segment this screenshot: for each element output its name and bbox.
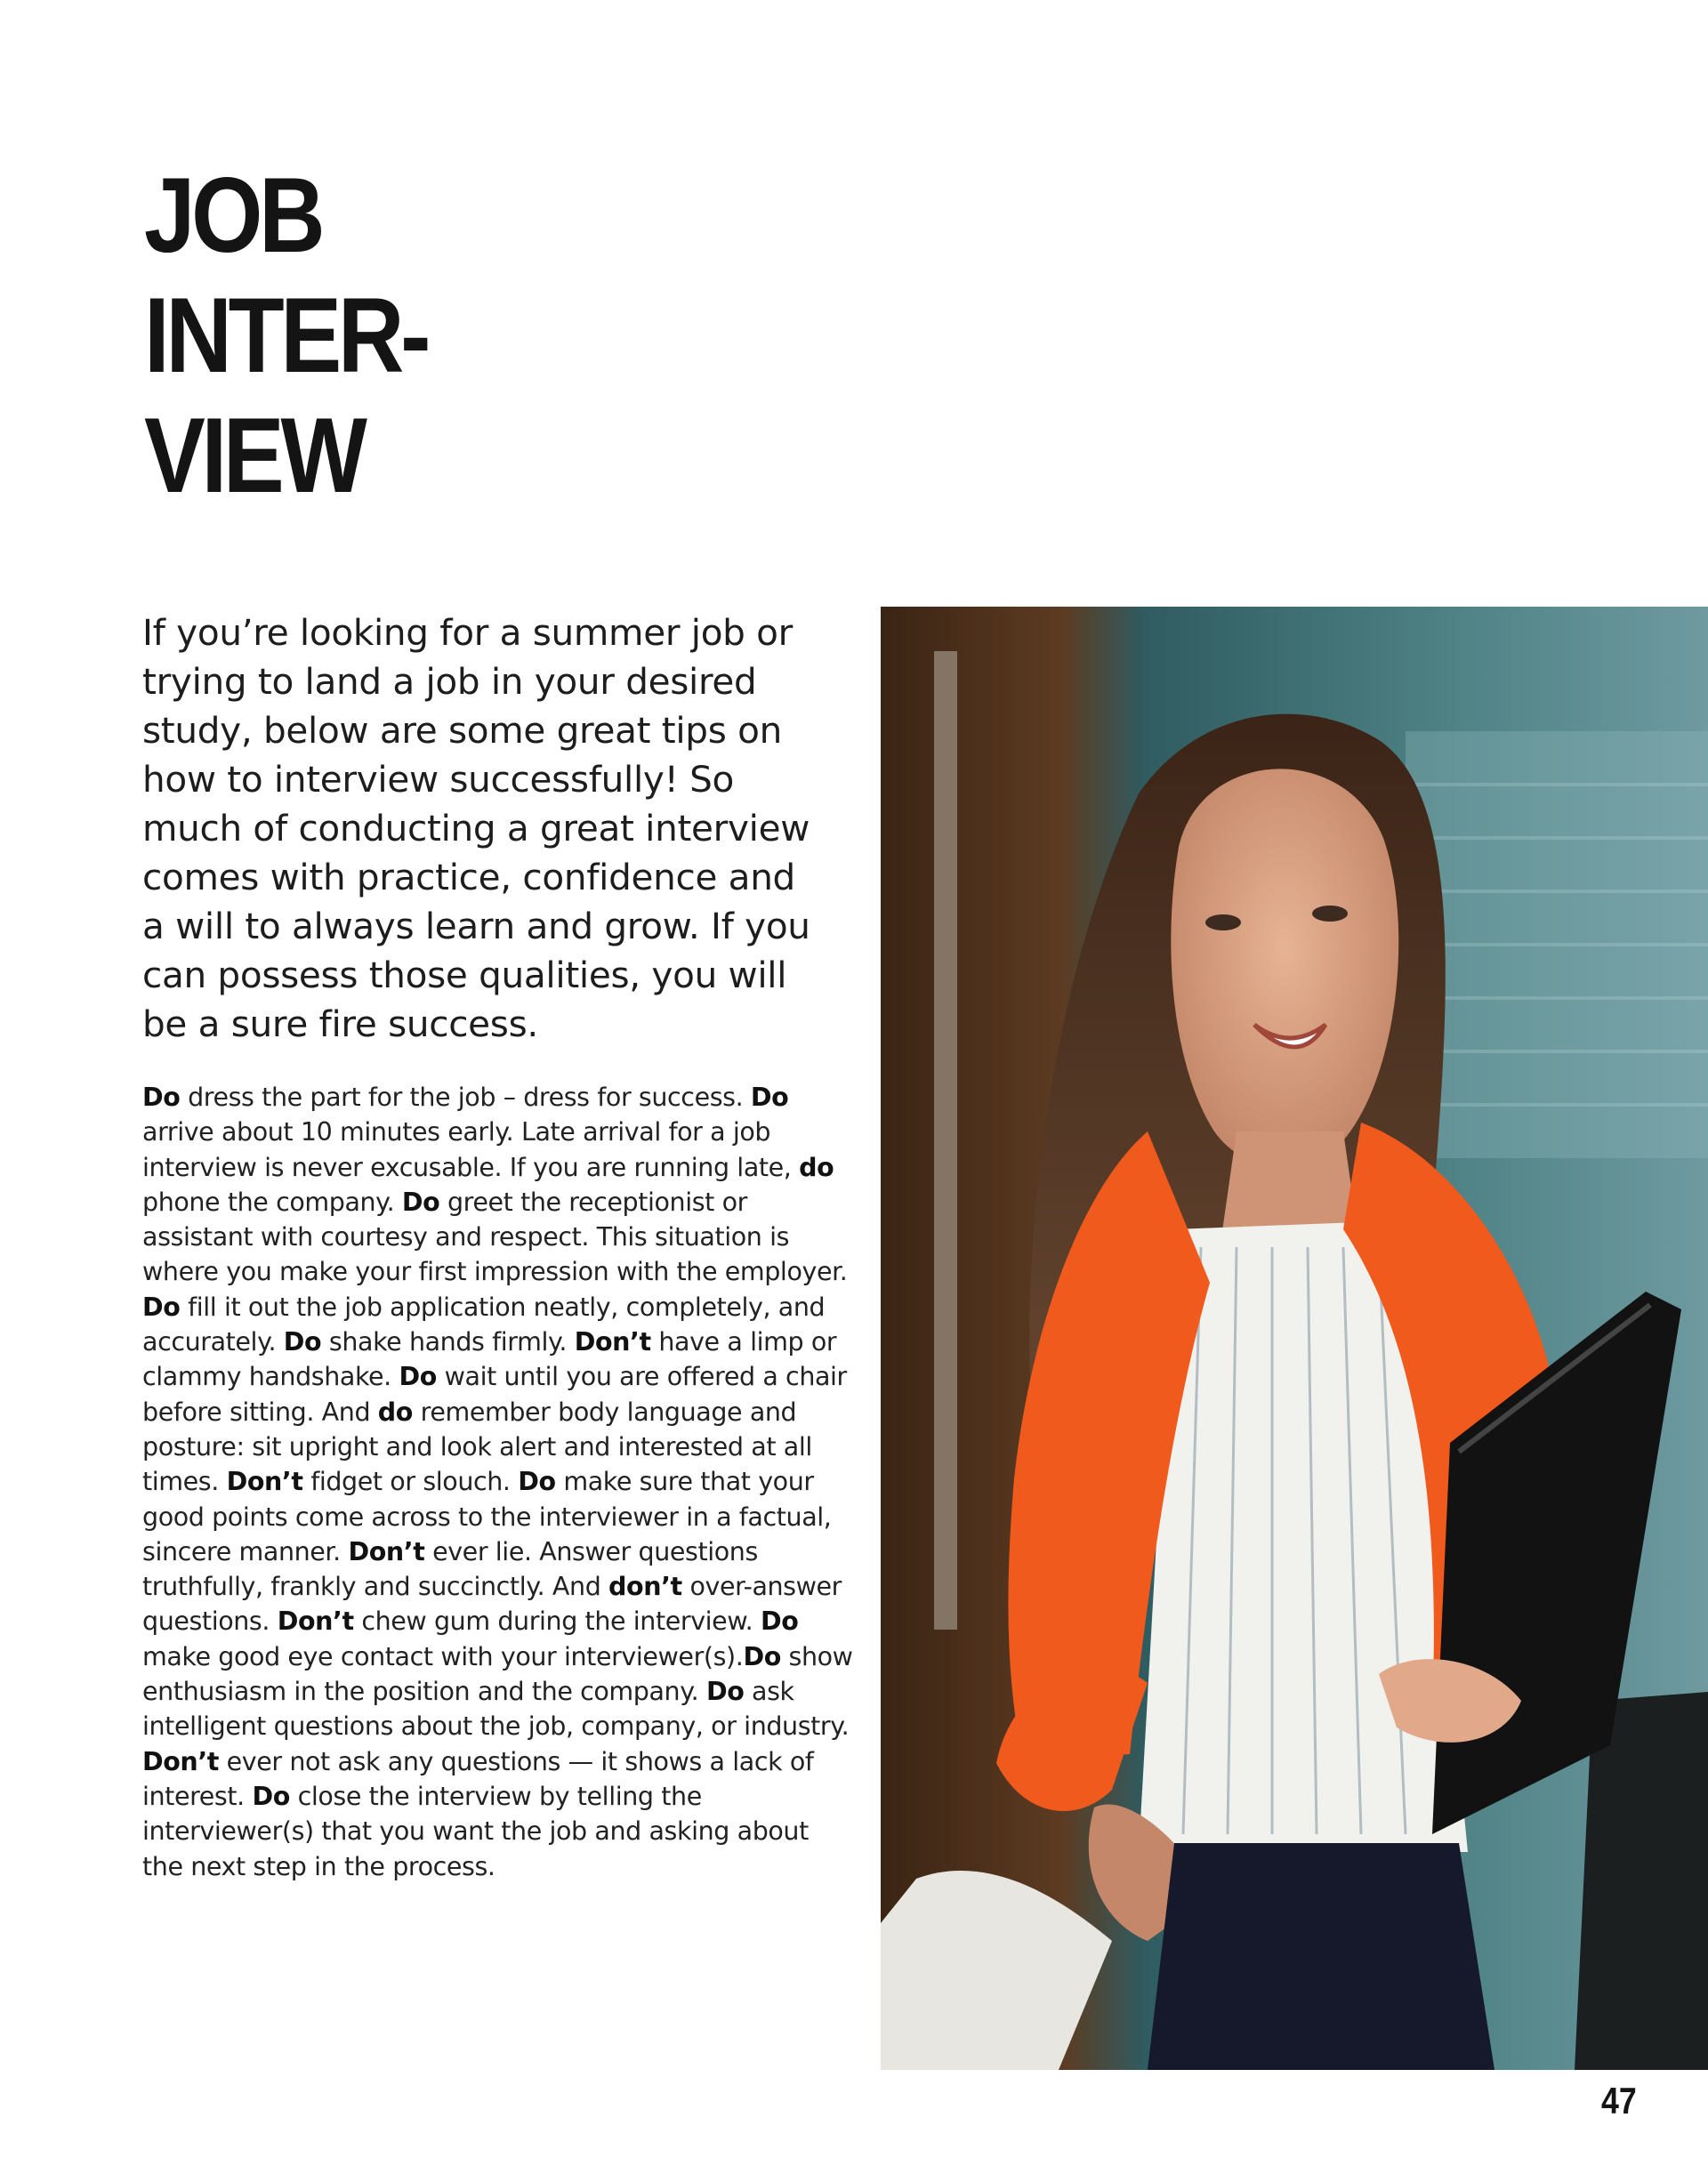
tip-keyword: Do (283, 1327, 322, 1357)
intro-line: be a sure fire success. (142, 1002, 538, 1045)
tip-text: dress the part for the job – dress for success. (180, 1083, 751, 1112)
tip-keyword: Do (743, 1641, 781, 1671)
tip-text: phone the company. (142, 1187, 402, 1217)
intro-line: If you’re looking for a summer job or (142, 611, 793, 654)
tip-text: over-answer questions. (142, 1572, 842, 1637)
intro-line: a will to always learn and grow. If you (142, 905, 810, 947)
intro-line: study, below are some great tips on (142, 709, 782, 752)
tip-text: chew gum during the interview. (353, 1606, 761, 1637)
tip-text: greet the receptionist or assistant with courtesy and respect. This situation is where you make your first impression with the employer. (142, 1187, 848, 1287)
tip-text: ever lie. Answer questions truthfully, frankly and succinctly. And (142, 1536, 758, 1602)
tip-keyword: Do (750, 1083, 789, 1112)
tip-text: arrive about 10 minutes early. Late arrival for a job interview is never excusable. If you are running late, (142, 1117, 800, 1182)
page-title (144, 156, 573, 516)
tip-keyword: Do (518, 1467, 556, 1497)
tip-keyword: Do (252, 1781, 290, 1811)
tip-text: ask intelligent questions about the job, company, or industry. (142, 1677, 850, 1742)
interview-photo (881, 607, 1708, 2070)
tip-keyword: Don’t (348, 1536, 425, 1566)
tip-text: remember body language and posture: sit upright and look alert and interested at all times. (142, 1397, 812, 1497)
title-line-1: JOB (144, 156, 322, 275)
tip-keyword: Don’t (226, 1467, 303, 1497)
tip-keyword: do (377, 1397, 413, 1427)
intro-line: trying to land a job in your desired (142, 660, 757, 703)
tip-keyword: Do (399, 1362, 437, 1392)
tips-paragraph (142, 1080, 854, 1884)
tip-text: wait until you are offered a chair before sitting. And (142, 1362, 847, 1427)
intro-line: much of conducting a great interview (142, 807, 810, 849)
tip-text: make sure that your good points come across to the interviewer in a factual, sincere manner. (142, 1467, 832, 1566)
tip-text: shake hands firmly. (321, 1327, 575, 1357)
title-line-2: INTER- (144, 276, 428, 395)
tip-text: close the interview by telling the interviewer(s) that you want the job and asking about the next step in the process. (142, 1781, 809, 1881)
tip-keyword: Don’t (574, 1327, 651, 1357)
intro-paragraph (142, 608, 854, 1049)
tip-keyword: do (799, 1152, 834, 1182)
tip-keyword: Do (142, 1083, 181, 1112)
tip-text: ever not ask any questions — it shows a lack of interest. (142, 1746, 814, 1811)
tip-keyword: Don’t (142, 1746, 219, 1776)
tip-text: show enthusiasm in the position and the company. (142, 1641, 853, 1707)
intro-line: how to interview successfully! So (142, 758, 734, 801)
page-number: 47 (1601, 2080, 1637, 2122)
tip-keyword: Don’t (277, 1606, 354, 1637)
tip-text: have a limp or clammy handshake. (142, 1327, 837, 1392)
tip-keyword: don’t (608, 1572, 682, 1602)
tip-keyword: Do (760, 1606, 799, 1637)
title-line-3: VIEW (144, 396, 364, 515)
tip-text: make good eye contact with your interviewer(s). (142, 1641, 744, 1671)
tip-text: fill it out the job application neatly, completely, and accurately. (142, 1292, 826, 1357)
tip-text: fidget or slouch. (302, 1467, 519, 1497)
photo-illustration (881, 607, 1708, 2070)
intro-line: can possess those qualities, you will (142, 954, 787, 996)
tip-keyword: Do (401, 1187, 440, 1217)
tip-keyword: Do (705, 1677, 745, 1707)
tip-keyword: Do (142, 1292, 181, 1322)
intro-line: comes with practice, confidence and (142, 856, 795, 898)
